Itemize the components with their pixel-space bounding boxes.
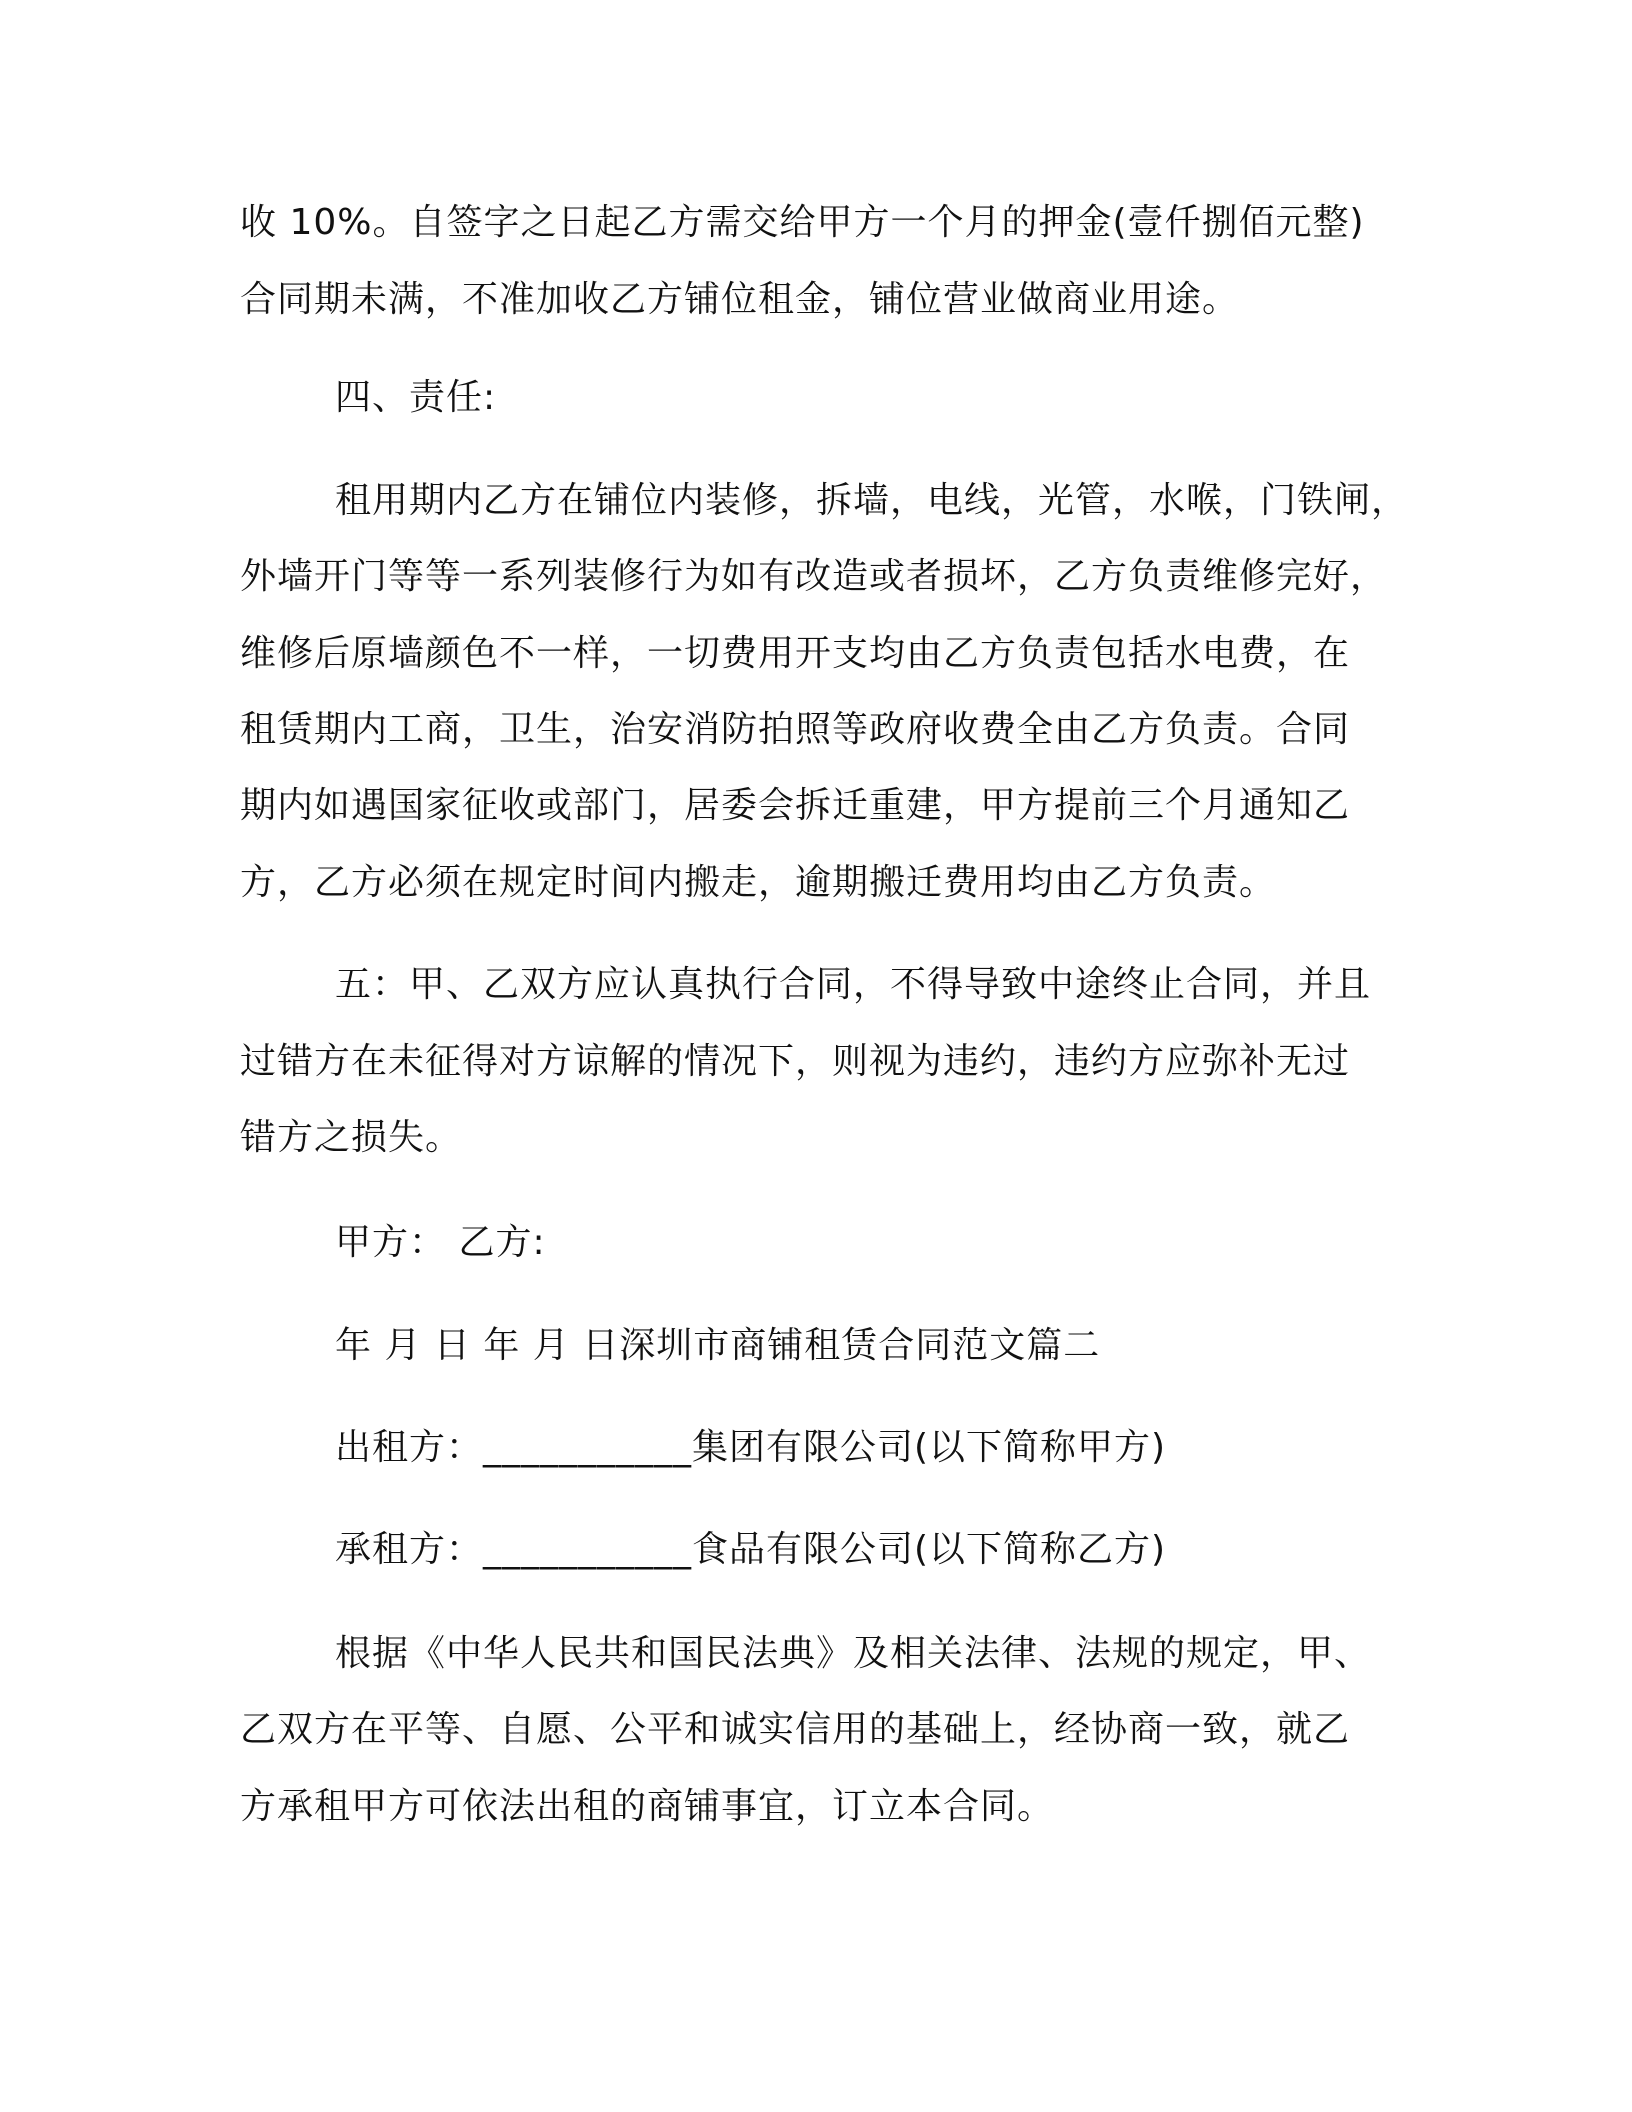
paragraph-line: 合同期未满，不准加收乙方铺位租金，铺位营业做商业用途。: [240, 279, 1240, 320]
paragraph-line: 五：甲、乙双方应认真执行合同，不得导致中途终止合同，并且: [335, 964, 1372, 1005]
paragraph-line: 根据《中华人民共和国民法典》及相关法律、法规的规定，甲、: [335, 1633, 1372, 1674]
paragraph-line: 乙双方在平等、自愿、公平和诚实信用的基础上，经协商一致，就乙: [240, 1709, 1351, 1750]
paragraph-line: 外墙开门等等一系列装修行为如有改造或者损坏，乙方负责维修完好，: [240, 556, 1388, 597]
paragraph-line: 期内如遇国家征收或部门，居委会拆迁重建，甲方提前三个月通知乙: [240, 785, 1351, 826]
signature-line: 甲方： 乙方:: [335, 1222, 546, 1263]
paragraph-line: 错方之损失。: [240, 1117, 463, 1158]
lessee-line: 承租方：___________食品有限公司(以下简称乙方): [335, 1529, 1167, 1570]
paragraph-line: 过错方在未征得对方谅解的情况下，则视为违约，违约方应弥补无过: [240, 1041, 1351, 1082]
paragraph-line: 租用期内乙方在铺位内装修，拆墙，电线，光管，水喉，门铁闸，: [335, 480, 1409, 521]
paragraph-line: 租赁期内工商，卫生，治安消防拍照等政府收费全由乙方负责。合同: [240, 709, 1351, 750]
paragraph-line: 方承租甲方可依法出租的商铺事宜，订立本合同。: [240, 1786, 1055, 1827]
lessor-line: 出租方：___________集团有限公司(以下简称甲方): [335, 1427, 1167, 1468]
date-title-line: 年 月 日 年 月 日深圳市商铺租赁合同范文篇二: [335, 1325, 1101, 1366]
section-heading: 四、责任:: [335, 377, 497, 418]
paragraph-line: 收 10%。自签字之日起乙方需交给甲方一个月的押金(壹仟捌佰元整): [240, 202, 1365, 243]
paragraph-line: 维修后原墙颜色不一样，一切费用开支均由乙方负责包括水电费，在: [240, 633, 1351, 674]
paragraph-line: 方，乙方必须在规定时间内搬走，逾期搬迁费用均由乙方负责。: [240, 862, 1277, 903]
